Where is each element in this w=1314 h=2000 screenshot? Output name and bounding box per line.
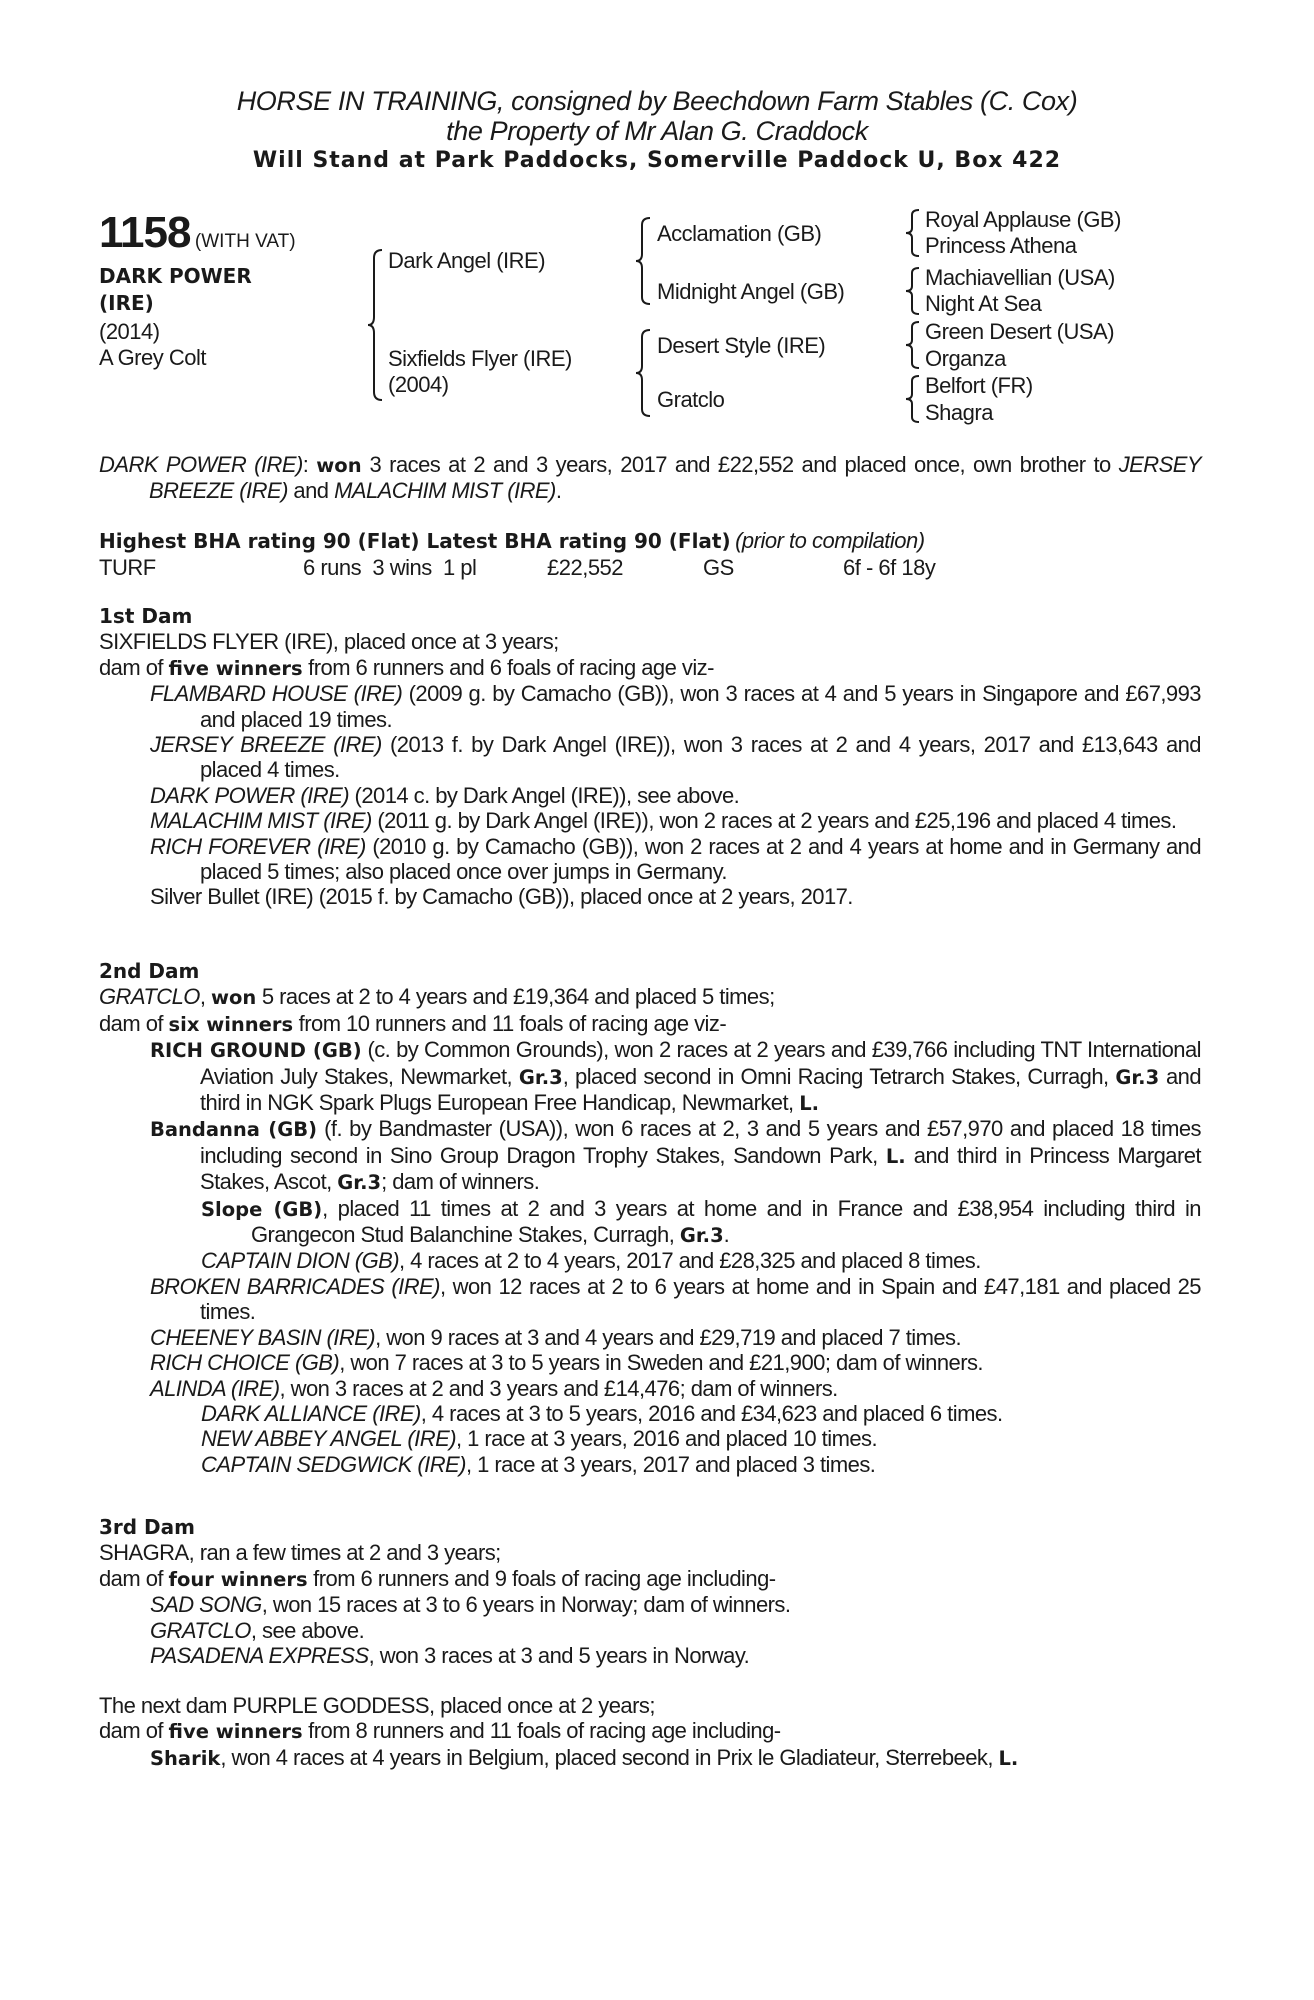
bold-text: four winners bbox=[168, 1567, 308, 1591]
bold-text: Gr.3 bbox=[679, 1224, 724, 1248]
text: dam of bbox=[99, 1010, 169, 1036]
brace-sire-parents bbox=[636, 218, 652, 304]
text: (f. by Bandmaster (USA)), won 6 races at 2, 3 and 5 years and £57,970 and placed 18 times including second in Sino Group Dragon Trophy Stakes, Sandown Park, bbox=[200, 1116, 1201, 1168]
italic-text: GRATCLO bbox=[99, 984, 200, 1010]
text: (2014 c. by Dark Angel (IRE)), see above. bbox=[349, 782, 740, 808]
pedigree-dam: Sixfields Flyer (IRE) bbox=[388, 346, 572, 371]
text: (2011 g. by Dark Angel (IRE)), won 2 races at 2 years and £25,196 and placed 4 times. bbox=[371, 808, 1177, 834]
text: , won 3 races at 2 and 3 years and £14,476; dam of winners. bbox=[279, 1375, 838, 1401]
bold-text: Gr.3 bbox=[518, 1065, 563, 1089]
text: ; dam of winners. bbox=[381, 1169, 540, 1195]
pedigree-g4: Night At Sea bbox=[925, 291, 1042, 316]
text: SHAGRA, ran a few times at 2 and 3 years; bbox=[99, 1540, 501, 1566]
text: dam of bbox=[99, 1565, 169, 1591]
italic-text: CAPTAIN SEDGWICK (IRE) bbox=[201, 1451, 466, 1477]
italic-text: FLAMBARD HOUSE (IRE) bbox=[150, 681, 403, 707]
pedigree-entry bbox=[99, 884, 1201, 909]
text: The next dam PURPLE GODDESS, placed once at 2 years; bbox=[99, 1693, 655, 1718]
bold-text: Gr.3 bbox=[337, 1171, 382, 1195]
pedigree-entry bbox=[99, 1745, 1201, 1771]
bold-text: five winners bbox=[168, 1720, 303, 1744]
pedigree-entry bbox=[99, 984, 1201, 1010]
bold-text: L. bbox=[799, 1092, 820, 1116]
pedigree-entry bbox=[99, 1037, 1201, 1116]
italic-text: SAD SONG bbox=[150, 1592, 262, 1618]
pedigree-entry bbox=[99, 1376, 1201, 1401]
text: , 1 race at 3 years, 2017 and placed 3 times. bbox=[465, 1451, 876, 1477]
text: , bbox=[199, 984, 211, 1010]
italic-text: BROKEN BARRICADES (IRE) bbox=[150, 1273, 440, 1299]
text: from 6 runners and 9 foals of racing age including- bbox=[307, 1565, 776, 1591]
pedigree-entry bbox=[99, 1196, 1201, 1249]
second-dam-section bbox=[99, 959, 1201, 1477]
text: , won 3 races at 3 and 5 years in Norway. bbox=[368, 1643, 750, 1669]
pedigree-entry bbox=[99, 1274, 1201, 1325]
pedigree-entry bbox=[99, 1116, 1201, 1195]
pedigree-entry bbox=[99, 1643, 1201, 1668]
pedigree-ss: Acclamation (GB) bbox=[657, 221, 822, 246]
text: : bbox=[302, 452, 317, 477]
pedigree-g5: Green Desert (USA) bbox=[925, 319, 1115, 344]
header-location: Will Stand at Park Paddocks, Somerville Paddock U, Box 422 bbox=[252, 148, 1062, 173]
lot-number-line bbox=[99, 208, 296, 258]
pedigree-g1: Royal Applause (GB) bbox=[925, 207, 1121, 232]
brace-sire-dam bbox=[368, 250, 384, 400]
section-heading: 3rd Dam bbox=[99, 1515, 195, 1539]
text: , won 9 races at 3 and 4 years and £29,719 and placed 7 times. bbox=[375, 1324, 962, 1350]
pedigree-g7: Belfort (FR) bbox=[925, 373, 1033, 398]
record-going: GS bbox=[703, 555, 734, 580]
italic-text: MALACHIM MIST (IRE) bbox=[334, 478, 556, 504]
horse-origin: (IRE) bbox=[99, 291, 154, 315]
rating-values: Highest BHA rating 90 (Flat) Latest BHA rating 90 (Flat) bbox=[99, 529, 731, 553]
pedigree-entry bbox=[99, 655, 1201, 681]
pedigree-g6: Organza bbox=[925, 346, 1006, 371]
pedigree-entry bbox=[99, 1350, 1201, 1375]
fourth-dam-section bbox=[99, 1693, 1201, 1771]
bold-text: won bbox=[316, 454, 362, 477]
first-dam-section bbox=[99, 604, 1201, 910]
text: , won 12 races at 2 to 6 years at home and in Spain and £47,181 and placed 25 times. bbox=[200, 1273, 1201, 1325]
bold-text: L. bbox=[998, 1746, 1019, 1770]
pedigree-entry bbox=[99, 1248, 1201, 1273]
pedigree-sire: Dark Angel (IRE) bbox=[388, 248, 546, 273]
text: , 4 races at 3 to 5 years, 2016 and £34,623 and placed 6 times. bbox=[420, 1400, 1003, 1426]
text: from 10 runners and 11 foals of racing age viz- bbox=[293, 1010, 727, 1036]
pedigree-entry bbox=[99, 1592, 1201, 1617]
text: . bbox=[555, 478, 562, 504]
pedigree-entry bbox=[99, 452, 1201, 504]
italic-text: DARK ALLIANCE (IRE) bbox=[201, 1400, 421, 1426]
header-owner: the Property of Mr Alan G. Craddock bbox=[446, 116, 868, 146]
bold-text: won bbox=[211, 986, 257, 1010]
pedigree-entry bbox=[99, 1540, 1201, 1565]
text: 3 races at 2 and 3 years, 2017 and £22,552 and placed once, own brother to bbox=[361, 452, 1119, 477]
header-consignor: HORSE IN TRAINING, consigned by Beechdown Farm Stables (C. Cox) bbox=[236, 86, 1078, 116]
pedigree-sd: Midnight Angel (GB) bbox=[657, 279, 845, 304]
italic-text: ALINDA (IRE) bbox=[150, 1375, 280, 1401]
record-prize: £22,552 bbox=[547, 555, 624, 580]
pedigree-entry bbox=[99, 1426, 1201, 1451]
text: 5 races at 2 to 4 years and £19,364 and placed 5 times; bbox=[256, 984, 775, 1010]
pedigree-entry bbox=[99, 629, 1201, 654]
text: , won 4 races at 4 years in Belgium, placed second in Prix le Gladiateur, Sterrebeek, bbox=[220, 1744, 999, 1770]
brace-gp-3 bbox=[906, 322, 920, 368]
italic-text: DARK POWER (IRE) bbox=[150, 782, 349, 808]
text: , won 7 races at 3 to 5 years in Sweden and £21,900; dam of winners. bbox=[339, 1350, 983, 1376]
pedigree-entry bbox=[99, 1618, 1201, 1643]
text: (c. by Common Grounds), won 2 races at 2 years and £39,766 including TNT International Aviation July Stakes, Newmarket, bbox=[200, 1037, 1201, 1089]
lot-number: 1158 bbox=[99, 208, 191, 257]
italic-text: RICH CHOICE (GB) bbox=[150, 1350, 340, 1376]
brace-gp-1 bbox=[906, 210, 920, 256]
pedigree-entry bbox=[99, 1011, 1201, 1037]
text: (2013 f. by Dark Angel (IRE)), won 3 races at 2 and 4 years, 2017 and £13,643 and placed 4 times. bbox=[200, 732, 1201, 783]
pedigree-entry bbox=[99, 783, 1201, 808]
record-distance: 6f - 6f 18y bbox=[843, 555, 936, 580]
pedigree-g2: Princess Athena bbox=[925, 233, 1077, 258]
section-heading: 1st Dam bbox=[99, 604, 193, 628]
bold-text: six winners bbox=[168, 1012, 294, 1036]
italic-text: NEW ABBEY ANGEL (IRE) bbox=[201, 1426, 456, 1452]
bold-text: five winners bbox=[168, 656, 303, 680]
vat-label: (WITH VAT) bbox=[194, 231, 296, 252]
text: dam of bbox=[99, 1718, 169, 1744]
rating-line bbox=[99, 528, 925, 553]
summary-section bbox=[99, 452, 1201, 504]
pedigree-dam-year: (2004) bbox=[388, 372, 449, 397]
bold-text: L. bbox=[885, 1144, 906, 1168]
pedigree-entry bbox=[99, 732, 1201, 783]
text: , see above. bbox=[250, 1617, 365, 1643]
italic-text: CHEENEY BASIN (IRE) bbox=[150, 1324, 376, 1350]
pedigree-entry bbox=[99, 1452, 1201, 1477]
text: and third in Princess Margaret Stakes, Ascot, bbox=[200, 1142, 1201, 1195]
brace-dam-parents bbox=[636, 330, 652, 416]
italic-text: JERSEY BREEZE (IRE) bbox=[149, 452, 1201, 504]
pedigree-entry bbox=[99, 1566, 1201, 1592]
italic-text: DARK POWER (IRE) bbox=[99, 452, 303, 477]
horse-year: (2014) bbox=[99, 319, 160, 344]
pedigree-entry bbox=[99, 1325, 1201, 1350]
bold-text: Gr.3 bbox=[1115, 1065, 1160, 1089]
italic-text: RICH FOREVER (IRE) bbox=[150, 833, 366, 859]
text: (2010 g. by Camacho (GB)), won 2 races at 2 and 4 years at home and in Germany and placed 5 times; also placed once over jumps in Germany. bbox=[200, 833, 1202, 885]
pedigree-entry bbox=[99, 1693, 1201, 1718]
rating-note: (prior to compilation) bbox=[735, 528, 925, 553]
bold-text: Bandanna (GB) bbox=[150, 1118, 317, 1142]
italic-text: CAPTAIN DION (GB) bbox=[201, 1248, 400, 1274]
italic-text: JERSEY BREEZE (IRE) bbox=[150, 732, 382, 758]
pedigree-ds: Desert Style (IRE) bbox=[657, 333, 826, 358]
text: and third in NGK Spark Plugs European Free Handicap, Newmarket, bbox=[200, 1063, 1202, 1116]
text: SIXFIELDS FLYER (IRE), placed once at 3 years; bbox=[99, 629, 559, 655]
third-dam-section bbox=[99, 1515, 1201, 1668]
text: (2009 g. by Camacho (GB)), won 3 races at 4 and 5 years in Singapore and £67,993 and placed 19 times. bbox=[200, 681, 1201, 732]
brace-gp-2 bbox=[906, 268, 920, 314]
text: Silver Bullet (IRE) (2015 f. by Camacho (GB)), placed once at 2 years, 2017. bbox=[150, 884, 853, 910]
bold-text: RICH GROUND (GB) bbox=[150, 1039, 362, 1063]
pedigree-g3: Machiavellian (USA) bbox=[925, 265, 1115, 290]
text: and bbox=[287, 478, 335, 504]
pedigree-g8: Shagra bbox=[925, 400, 993, 425]
text: , placed 11 times at 2 and 3 years at home and in France and £38,954 including third in Grangecon Stud Balanchine Stakes, Curragh, bbox=[251, 1195, 1201, 1248]
text: , won 15 races at 3 to 6 years in Norway; dam of winners. bbox=[261, 1592, 791, 1618]
horse-description: A Grey Colt bbox=[99, 345, 206, 370]
pedigree-entry bbox=[99, 681, 1201, 732]
pedigree-entry bbox=[99, 1718, 1201, 1744]
italic-text: MALACHIM MIST (IRE) bbox=[150, 808, 372, 834]
pedigree-entry bbox=[99, 1401, 1201, 1426]
pedigree-dd: Gratclo bbox=[657, 387, 725, 412]
text: , 4 races at 2 to 4 years, 2017 and £28,325 and placed 8 times. bbox=[399, 1248, 981, 1274]
italic-text: GRATCLO bbox=[150, 1617, 251, 1643]
text: from 6 runners and 6 foals of racing age viz- bbox=[302, 654, 714, 680]
text: dam of bbox=[99, 654, 169, 680]
pedigree-entry bbox=[99, 834, 1201, 885]
bold-text: Sharik bbox=[150, 1746, 221, 1770]
italic-text: PASADENA EXPRESS bbox=[150, 1643, 369, 1669]
section-heading: 2nd Dam bbox=[99, 959, 200, 983]
horse-name: DARK POWER bbox=[99, 264, 252, 288]
record-runs: 6 runs 3 wins 1 pl bbox=[303, 555, 477, 580]
pedigree-entry bbox=[99, 808, 1201, 833]
brace-gp-4 bbox=[906, 376, 920, 422]
text: . bbox=[723, 1222, 730, 1248]
bold-text: Slope (GB) bbox=[201, 1197, 323, 1221]
record-surface: TURF bbox=[99, 555, 156, 580]
text: , 1 race at 3 years, 2016 and placed 10 times. bbox=[455, 1426, 878, 1452]
text: , placed second in Omni Racing Tetrarch Stakes, Curragh, bbox=[562, 1063, 1116, 1089]
text: from 8 runners and 11 foals of racing age including- bbox=[302, 1718, 781, 1744]
